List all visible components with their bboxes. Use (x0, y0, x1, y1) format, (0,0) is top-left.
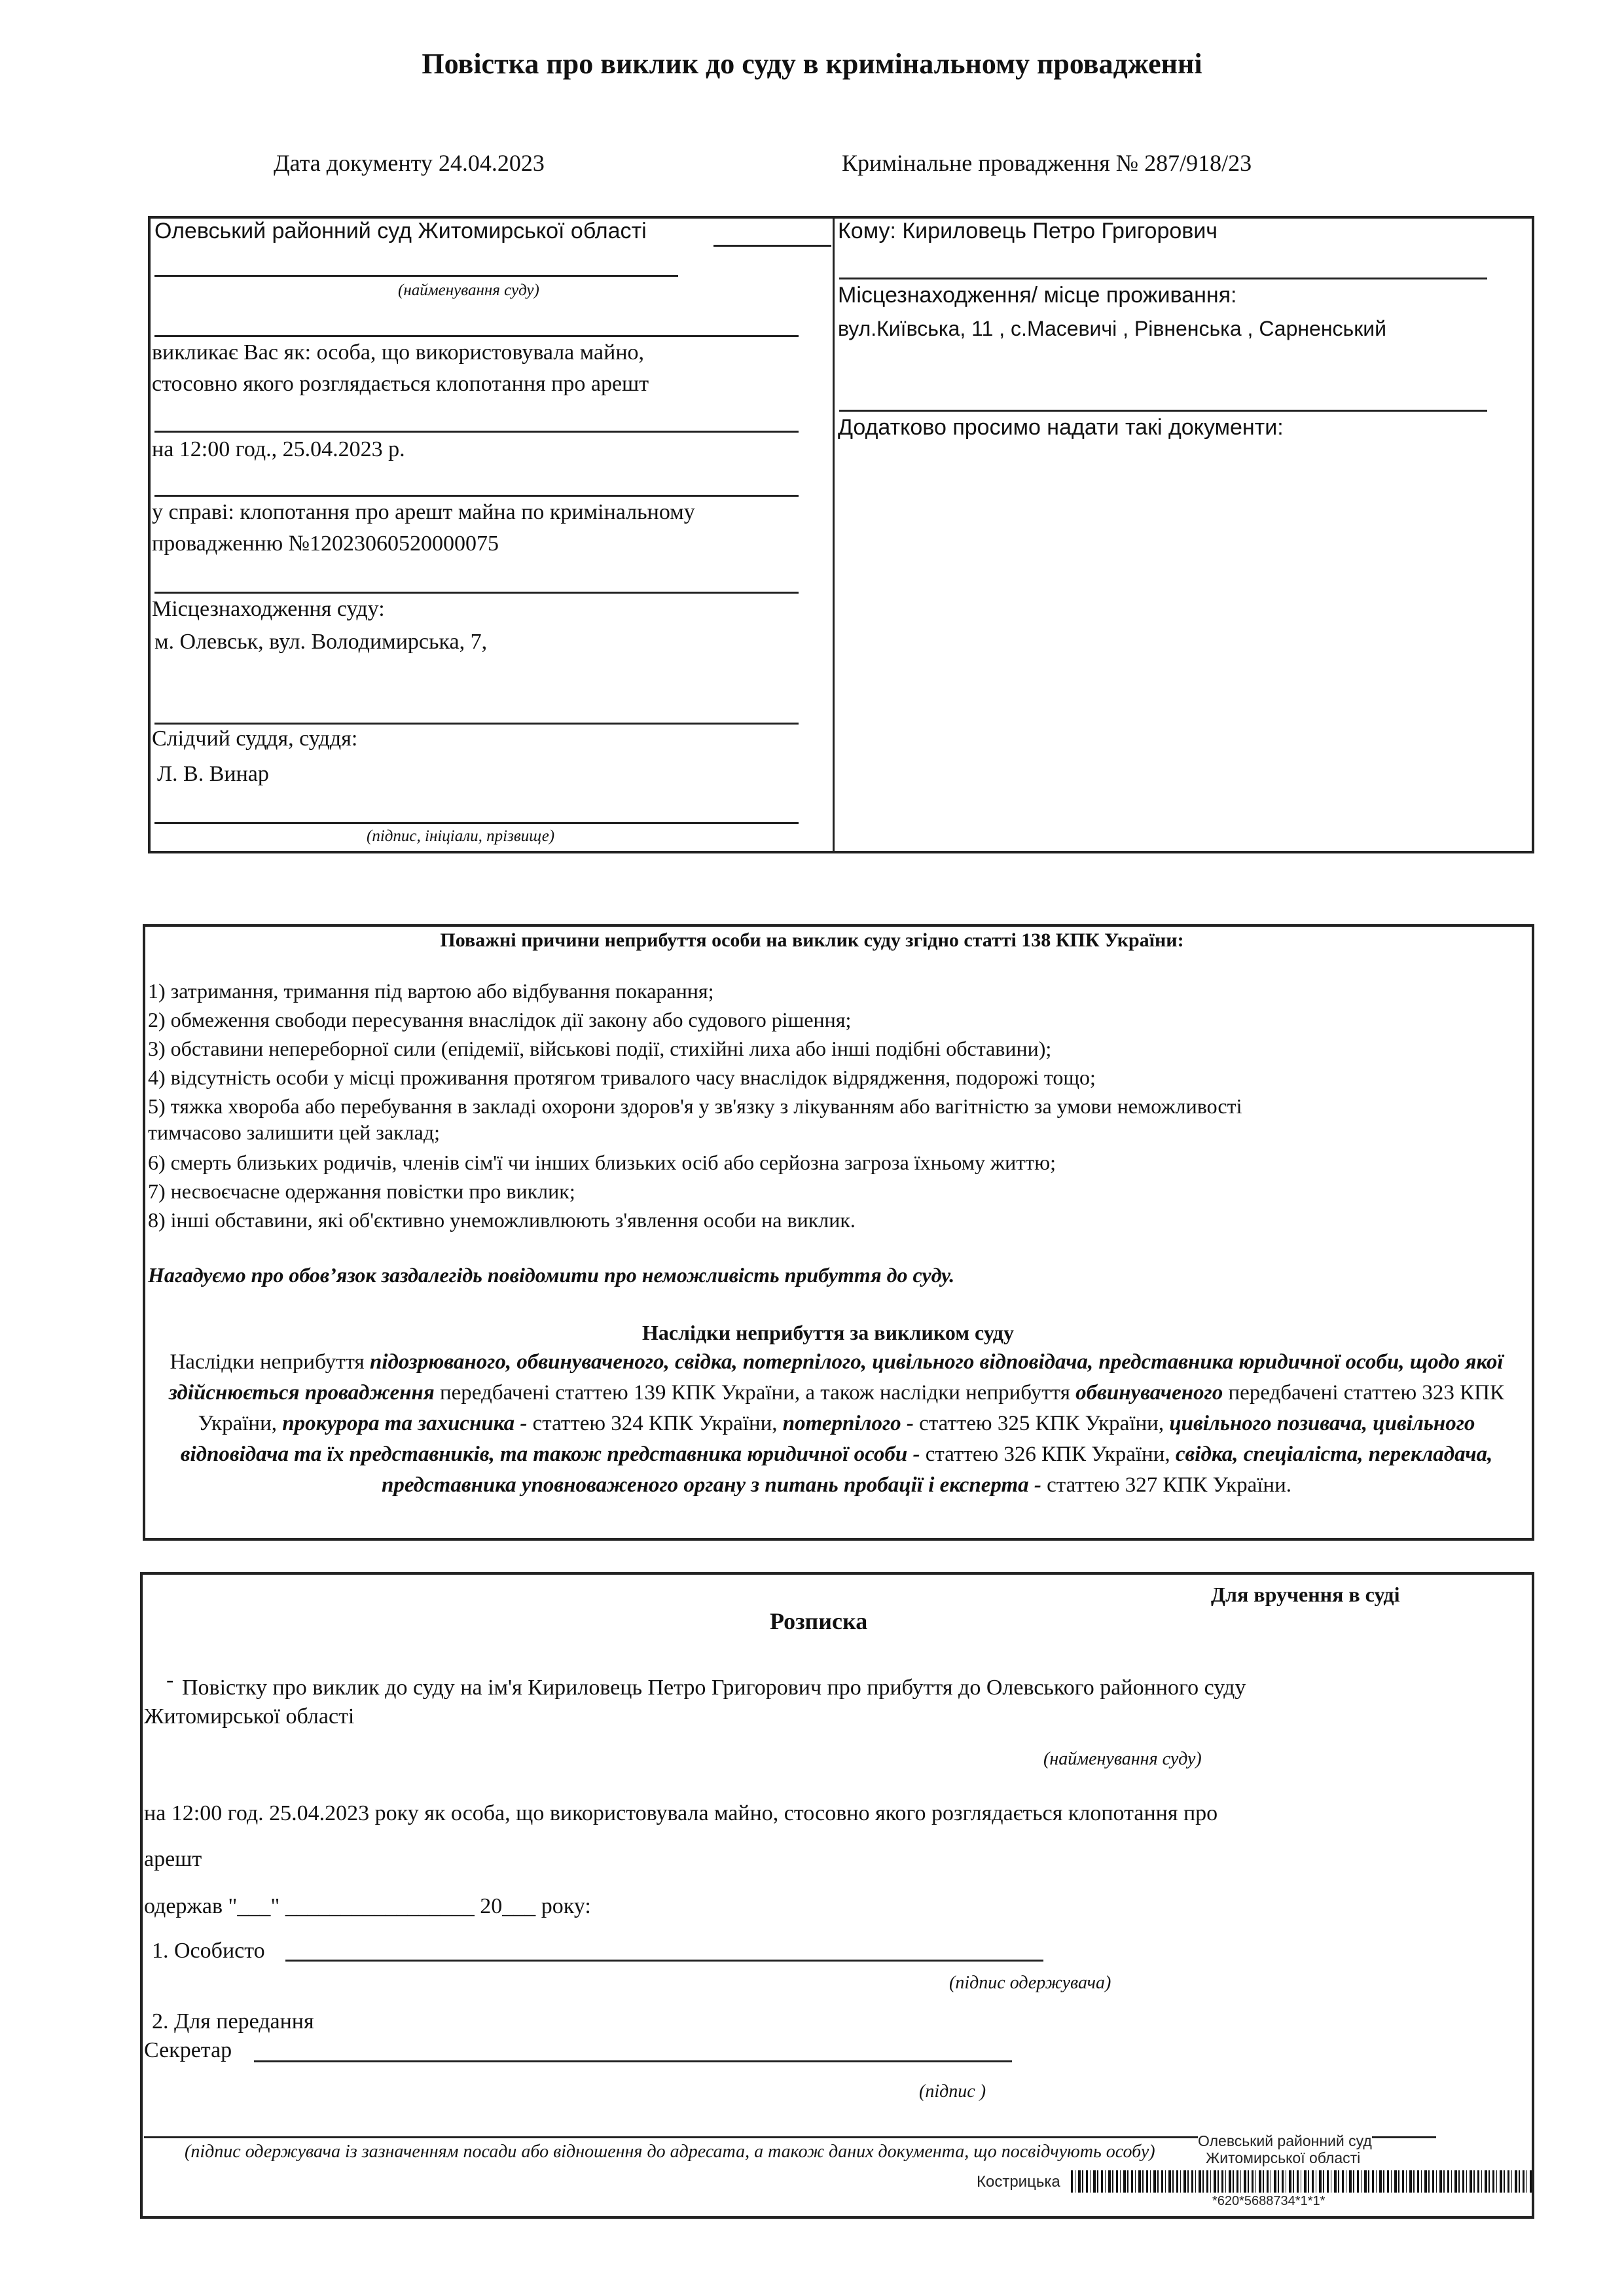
bullet-mark: - (166, 1668, 174, 1692)
reason-item: 7) несвоєчасне одержання повістки про виклик; (148, 1179, 575, 1203)
received-date: одержав "___" _________________ 20___ року: (144, 1894, 591, 1918)
reason-item: тимчасово залишити цей заклад; (148, 1121, 441, 1144)
court-name: Олевський районний суд Житомирської області (154, 219, 647, 243)
for-court-delivery: Для вручення в суді (1211, 1583, 1400, 1606)
receipt-title: Розписка (770, 1608, 868, 1634)
consequences-text: Наслідки неприбуття підозрюваного, обвинуваченого, свідка, потерпілого, цивільного відповідача, представника юридичної особи, щодо якої здійснюється провадження передбачені статтею 139 КПК України, а також наслідки неприбуття обвинуваченого передбачені статтею 323 КПК України, прокурора та захисника - статтею 324 КПК України, потерпілого - статтею 325 КПК України, цивільного позивача, цивільного відповідача та їх представників, та також представника юридичної особи - статтею 326 КПК України, свідка, спеціаліста, перекладача, представника уповноваженого органу з питань пробації і експерта - статтею 327 КПК України. (168, 1350, 1505, 1497)
residence-label: Місцезнаходження/ місце проживання: (838, 283, 1237, 308)
reason-item: 3) обставини непереборної сили (епідемії, військові події, стихійні лиха або інші подібні обставини); (148, 1037, 1052, 1060)
receipt-court-caption: (найменування суду) (1043, 1749, 1202, 1769)
document-date: Дата документу 24.04.2023 (274, 150, 545, 176)
judge-label: Слідчий суддя, суддя: (152, 726, 358, 751)
consequences-heading: Наслідки неприбуття за викликом суду (642, 1321, 1014, 1344)
court-location: м. Олевськ, вул. Володимирська, 7, (154, 630, 488, 654)
reminder: Нагадуємо про обов’язок заздалегідь повідомити про неможливість прибуття до суду. (148, 1263, 955, 1287)
receipt-line-3: на 12:00 год. 25.04.2023 року як особа, що використовувала майно, стосовно якого розглядається клопотання про (144, 1801, 1218, 1825)
reason-item: 4) відсутність особи у місці проживання протягом тривалого часу внаслідок відрядження, подорожі тощо; (148, 1066, 1096, 1089)
hearing-time: на 12:00 год., 25.04.2023 р. (152, 437, 405, 461)
stamp-clerk: Кострицька (977, 2173, 1060, 2191)
case-subject-line-1: у справі: клопотання про арешт майна по кримінальному (152, 500, 695, 524)
reason-item: 5) тяжка хвороба або перебування в закладі охорони здоров'я у зв'язку з лікуванням або вагітністю за умови неможливості (148, 1094, 1242, 1118)
receipt-line-2: Житомирської області (144, 1704, 355, 1729)
reason-item: 6) смерть близьких родичів, членів сім'ї чи інших близьких осіб або серйозна загроза їхньому життю; (148, 1151, 1056, 1174)
stamp-court-line-1: Олевський районний суд (1198, 2132, 1372, 2149)
personally-label: 1. Особисто (152, 1939, 265, 1963)
receipt-line-4: арешт (144, 1847, 202, 1871)
reason-item: 8) інші обставини, які об'єктивно унеможливлюють з'явлення особи на виклик. (148, 1208, 856, 1232)
barcode (1071, 2170, 1532, 2193)
additional-documents: Додатково просимо надати такі документи: (838, 415, 1284, 440)
summoned-as-line-1: викликає Вас як: особа, що використовувала майно, (152, 340, 645, 365)
recipient-signature-caption: (підпис одержувача) (949, 1973, 1111, 1993)
residence-address: вул.Київська, 11 , с.Масевичі , Рівненська , Сарненський (838, 317, 1386, 340)
recipient: Кому: Кириловець Петро Григорович (838, 219, 1218, 243)
column-divider (833, 216, 835, 853)
reason-item: 1) затримання, тримання під вартою або відбування покарання; (148, 979, 714, 1003)
case-subject-line-2: провадженню №12023060520000075 (152, 531, 499, 556)
reason-item: 2) обмеження свободи пересування внаслідок дії закону або судового рішення; (148, 1008, 852, 1031)
summoned-as-line-2: стосовно якого розглядається клопотання про арешт (152, 372, 649, 396)
for-transfer-label: 2. Для передання (152, 2009, 314, 2034)
stamp-court-line-2: Житомирської області (1206, 2149, 1361, 2166)
court-location-label: Місцезнаходження суду: (152, 597, 385, 621)
page-title: Повістка про виклик до суду в кримінальному провадженні (422, 48, 1202, 80)
secretary-label: Секретар (144, 2038, 232, 2062)
receipt-line-1: Повістку про виклик до суду на ім'я Кириловець Петро Григорович про прибуття до Олевського районного суду (182, 1676, 1246, 1700)
judge-name: Л. В. Винар (157, 762, 269, 786)
stamp-code: *620*5688734*1*1* (1212, 2194, 1326, 2208)
court-name-caption: (найменування суду) (398, 281, 539, 299)
receipt-bottom-caption: (підпис одержувача із зазначенням посади або відношення до адресата, а також даних документа, що посвідчують особу) (185, 2142, 1155, 2162)
judge-signature-caption: (підпис, ініціали, прізвище) (367, 827, 555, 845)
reasons-heading: Поважні причини неприбуття особи на виклик суду згідно статті 138 КПК України: (440, 929, 1184, 951)
secretary-signature-caption: (підпис ) (919, 2081, 986, 2102)
case-number: Кримінальне провадження № 287/918/23 (842, 150, 1252, 176)
